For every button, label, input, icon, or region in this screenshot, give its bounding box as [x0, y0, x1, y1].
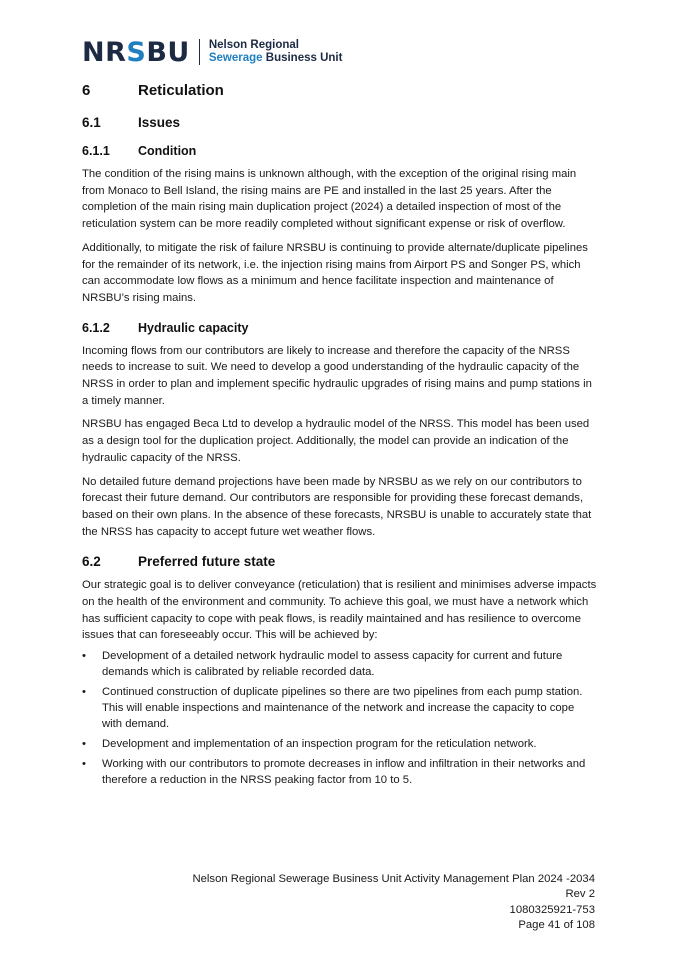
paragraph: Additionally, to mitigate the risk of failure NRSBU is continuing to provide alternate/duplicate pipelines for the remainder of its network, i.e. the injection rising mains from Airport PS and Songer PS, which can accommodate low flows as a minimum and hence facilitate inspection and maintenance of NRSBU’s rising mains. [82, 241, 588, 304]
paragraph: Incoming flows from our contributors are likely to increase and therefore the capacity of the NRSS needs to increase to suit. We need to develop a good understanding of the hydraulic capacity of the NRSS in order to plan and implement specific hydraulic upgrades of rising mains and pump stations in a timely manner. [82, 344, 592, 407]
footer-doc-id: 1080325921-753 [509, 903, 595, 916]
footer-doc-title: Nelson Regional Sewerage Business Unit Activity Management Plan 2024 -2034 [192, 873, 595, 885]
bullet-icon: • [82, 686, 86, 699]
paragraph: No detailed future demand projections have been made by NRSBU as we rely on our contributors to forecast their future demand. Our contributors are responsible for providing these forecast demands, based on their own plans. In the absence of these forecasts, NRSBU is unable to accurately state that the NRSS has capacity to accept future wet weather flows. [82, 475, 592, 538]
list-item: • Development of a detailed network hydraulic model to assess capacity for current and future demands which is calibrated by reliable recorded data. [82, 650, 563, 679]
bullet-icon: • [82, 650, 86, 663]
section-6-1-heading: 6.1 Issues [82, 115, 181, 130]
nrsbu-logo [82, 36, 342, 68]
section-6-1-2-heading: 6.1.2 Hydraulic capacity [82, 320, 249, 335]
bullet-icon: • [82, 758, 86, 771]
footer-page-number: Page 41 of 108 [518, 918, 595, 931]
paragraph: NRSBU has engaged Beca Ltd to develop a hydraulic model of the NRSS. This model has been used as a design tool for the duplication project. Additionally, the model can provide an indication of the hydraulic capacity of the NRSS. [82, 418, 590, 464]
list-item: • Continued construction of duplicate pipelines so there are two pipelines from each pump station. This will enable inspections and maintenance of the network and increase the capacity to cope with demand. [82, 686, 583, 731]
logo-divider [199, 39, 200, 65]
list-item: • Working with our contributors to promote decreases in inflow and infiltration in their networks and therefore a reduction in the NRSS peaking factor from 10 to 5. [82, 758, 586, 787]
logo-wordmark: NRSBU [82, 36, 190, 68]
bullet-icon: • [82, 738, 86, 751]
document-body [82, 82, 597, 788]
section-6-2-heading: 6.2 Preferred future state [82, 554, 276, 570]
footer-revision: Rev 2 [565, 888, 595, 901]
page-footer [192, 872, 595, 933]
paragraph: Our strategic goal is to deliver conveyance (reticulation) that is resilient and minimises adverse impacts on the health of the environment and community. To achieve this goal, we must have a network which has sufficient capacity to cope with peak flows, is readily maintained and has resilience to overcome issues that can foreseeably occur. This will be achieved by: [82, 579, 597, 642]
paragraph: The condition of the rising mains is unknown although, with the exception of the original rising main from Monaco to Bell Island, the rising mains are PE and installed in the last 25 years. After the completion of the main rising main duplication project (2024) a detailed inspection of most of the reticulation system can be more readily completed without significant expense or risk of overflow. [82, 168, 577, 231]
section-6-heading: 6 Reticulation [82, 82, 224, 99]
list-item: • Development and implementation of an inspection program for the reticulation network. [82, 738, 537, 751]
logo-org-name: Nelson Regional Sewerage Business Unit [208, 39, 343, 64]
bullet-list [82, 648, 597, 788]
section-6-1-1-heading: 6.1.1 Condition [82, 144, 197, 158]
